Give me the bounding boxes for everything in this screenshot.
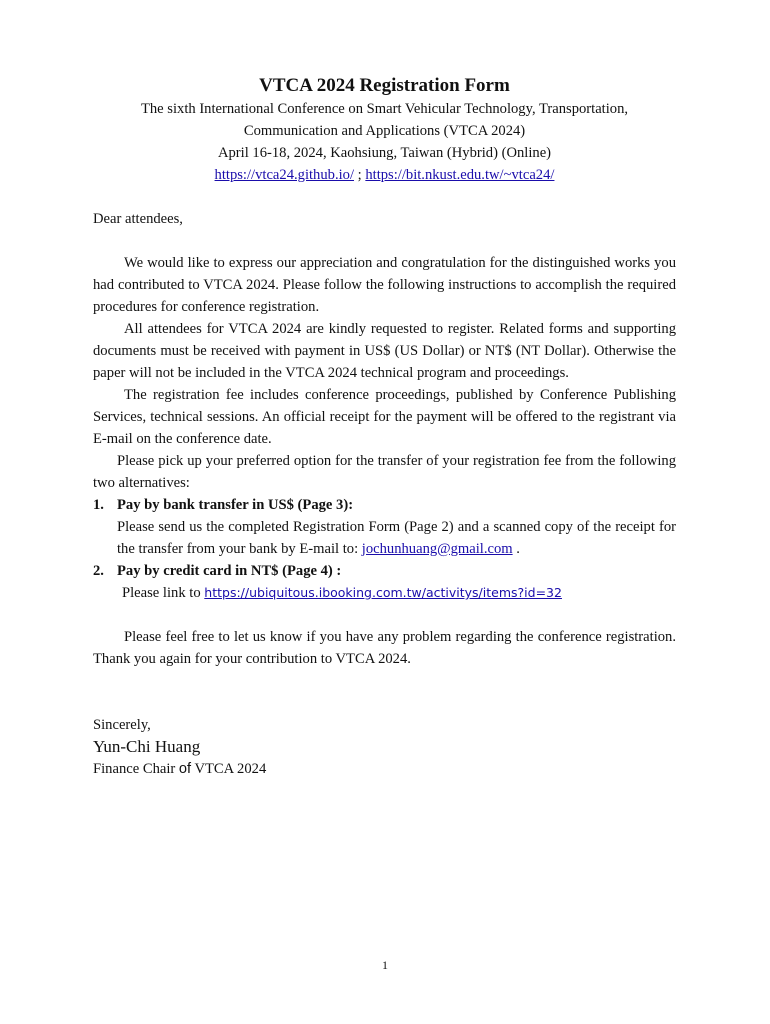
paragraph-appreciation: We would like to express our appreciation and congratulation for the distinguished works you had contributed to VTCA 2024. Please follow the following instructions to accomplish the required procedures for conference registration. (93, 255, 676, 315)
conference-website-link[interactable]: https://vtca24.github.io/ (214, 167, 354, 183)
option-heading: Pay by credit card in NT$ (Page 4) : (117, 563, 342, 579)
option-heading: Pay by bank transfer in US$ (Page 3): (117, 497, 354, 513)
signature-block (93, 714, 676, 780)
signer-role (93, 758, 676, 780)
option-bank-transfer-instructions (93, 516, 676, 560)
conference-date-location: April 16-18, 2024, Kaohsiung, Taiwan (Hybrid) (Online) (217, 145, 552, 161)
closing-paragraph: Please feel free to let us know if you have any problem regarding the conference registration. Thank you again for your contribution to VTCA 2024. (93, 629, 676, 667)
option-number: 2. (93, 563, 104, 579)
valediction: Sincerely, (93, 717, 151, 733)
conference-name-line2: Communication and Applications (VTCA 2024) (243, 123, 526, 139)
conference-name-line1: The sixth International Conference on Smart Vehicular Technology, Transportation, (140, 101, 629, 117)
link-separator: ; (354, 167, 366, 183)
link-prefix: Please link to (122, 585, 205, 601)
paragraph-payment-options: Please pick up your preferred option for the transfer of your registration fee from the following two alternatives: (93, 453, 676, 491)
signer-role-of: of (178, 761, 192, 777)
signer-role-suffix: VTCA 2024 (191, 761, 267, 777)
greeting: Dear attendees, (93, 211, 183, 227)
credit-card-payment-link[interactable]: https://ubiquitous.ibooking.com.tw/activitys/items?id=32 (204, 585, 562, 600)
signer-name: Yun-Chi Huang (93, 737, 201, 756)
option-credit-card (93, 560, 676, 582)
paragraph-fee-includes: The registration fee includes conference proceedings, published by Conference Publishing Services, technical sessions. An official receipt for the payment will be offered to the registrant via E-mail on the conference date. (93, 387, 676, 447)
option-credit-card-instructions (93, 582, 676, 604)
page-title: VTCA 2024 Registration Form (259, 75, 510, 96)
option-body-text: Please send us the completed Registration Form (Page 2) and a scanned copy of the receipt for the transfer from your bank by E-mail to: (117, 519, 676, 557)
option-body-end: . (512, 541, 520, 557)
conference-links (93, 164, 676, 186)
option-number: 1. (93, 497, 104, 513)
signer-role-prefix: Finance Chair (93, 761, 179, 777)
option-bank-transfer (93, 494, 676, 516)
paragraph-registration-requirement: All attendees for VTCA 2024 are kindly requested to register. Related forms and supporting documents must be received with payment in US$ (US Dollar) or NT$ (NT Dollar). Otherwise the paper will not be included in the VTCA 2024 technical program and proceedings. (93, 321, 676, 381)
finance-email-link[interactable]: jochunhuang@gmail.com (361, 541, 513, 557)
page-number: 1 (382, 958, 388, 972)
nkust-website-link[interactable]: https://bit.nkust.edu.tw/~vtca24/ (365, 167, 555, 183)
document-content (93, 74, 676, 780)
